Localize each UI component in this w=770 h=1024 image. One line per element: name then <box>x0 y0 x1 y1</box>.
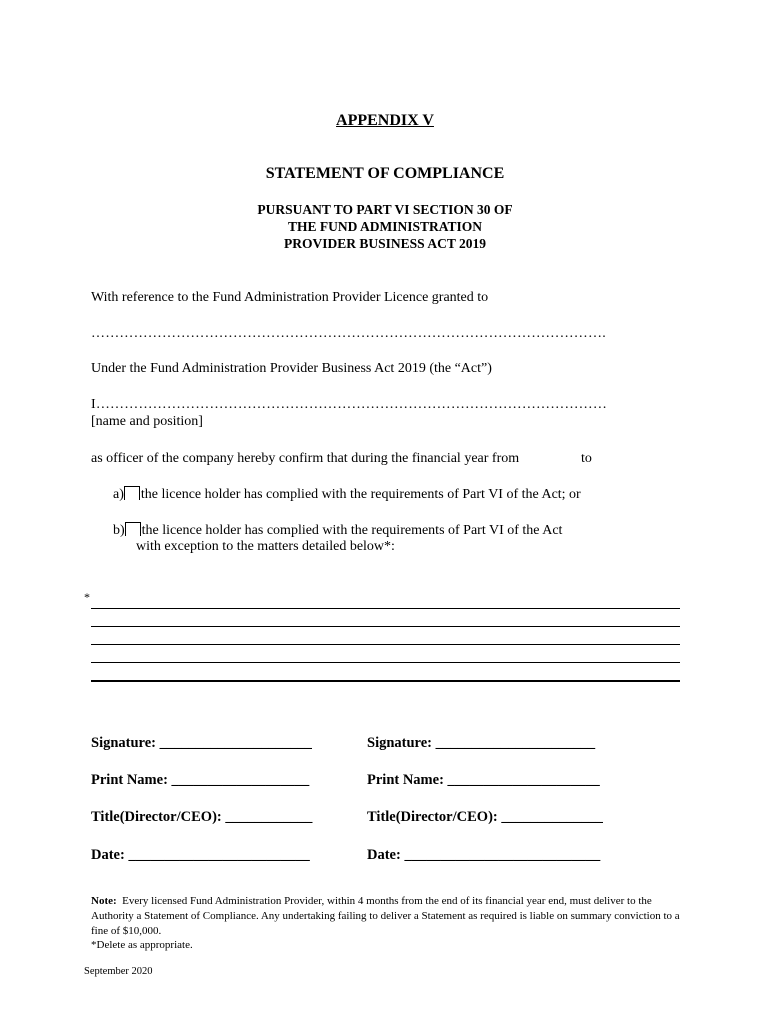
note-paragraph <box>91 894 681 939</box>
date-field-left[interactable]: Date: _________________________ <box>91 847 310 863</box>
licensee-name-field[interactable]: ………………………………………………………………………………………………. <box>91 326 606 341</box>
option-a-text: the licence holder has complied with the requirements of Part VI of the Act; or <box>140 487 581 502</box>
confirm-to: to <box>581 451 592 466</box>
option-b-text: the licence holder has complied with the requirements of Part VI of the Act <box>141 523 563 538</box>
signature-field-left[interactable]: Signature: _____________________ <box>91 735 312 751</box>
officer-name-field[interactable]: I……………………………………………………………………………………………… <box>91 397 608 412</box>
title-field-right[interactable]: Title(Director/CEO): ______________ <box>367 809 603 825</box>
note-text: Every licensed Fund Administration Provider, within 4 months from the end of its financial year end, must deliver to the Authority a Statement of Compliance. Any undertaking failing to deliver a Statement as required is liable on summary conviction to a fine of $10,000. <box>91 895 680 937</box>
reference-line: With reference to the Fund Administration Provider Licence granted to <box>91 290 489 305</box>
confirm-line: as officer of the company hereby confirm that during the financial year from <box>91 451 520 466</box>
name-position-hint: [name and position] <box>91 414 203 429</box>
subtitle-line-2: THE FUND ADMINISTRATION <box>287 219 483 234</box>
option-a-marker: a) <box>113 487 124 502</box>
exceptions-line-1[interactable] <box>91 608 680 609</box>
document-title: STATEMENT OF COMPLIANCE <box>265 165 505 182</box>
exceptions-line-3[interactable] <box>91 644 680 645</box>
exceptions-line-5[interactable] <box>91 680 680 682</box>
option-b-continuation: with exception to the matters detailed below*: <box>136 539 395 554</box>
asterisk-marker: * <box>84 590 90 604</box>
print-name-field-left[interactable]: Print Name: ___________________ <box>91 772 310 788</box>
title-field-left[interactable]: Title(Director/CEO): ____________ <box>91 809 313 825</box>
delete-as-appropriate: *Delete as appropriate. <box>91 939 193 951</box>
appendix-heading: APPENDIX V <box>336 112 434 129</box>
subtitle-line-3: PROVIDER BUSINESS ACT 2019 <box>284 236 486 251</box>
signature-field-right[interactable]: Signature: ______________________ <box>367 735 596 751</box>
option-b-checkbox[interactable] <box>125 522 141 536</box>
act-line: Under the Fund Administration Provider Business Act 2019 (the “Act”) <box>91 361 492 376</box>
option-a-checkbox[interactable] <box>124 486 140 500</box>
option-b-marker: b) <box>113 523 125 538</box>
note-label: Note: <box>91 895 117 907</box>
subtitle-line-1: PURSUANT TO PART VI SECTION 30 OF <box>257 202 513 217</box>
exceptions-line-2[interactable] <box>91 626 680 627</box>
option-a <box>113 486 581 503</box>
option-b <box>113 522 562 539</box>
exceptions-line-4[interactable] <box>91 662 680 663</box>
date-field-right[interactable]: Date: ___________________________ <box>367 847 601 863</box>
footer-date: September 2020 <box>84 966 153 977</box>
print-name-field-right[interactable]: Print Name: _____________________ <box>367 772 600 788</box>
